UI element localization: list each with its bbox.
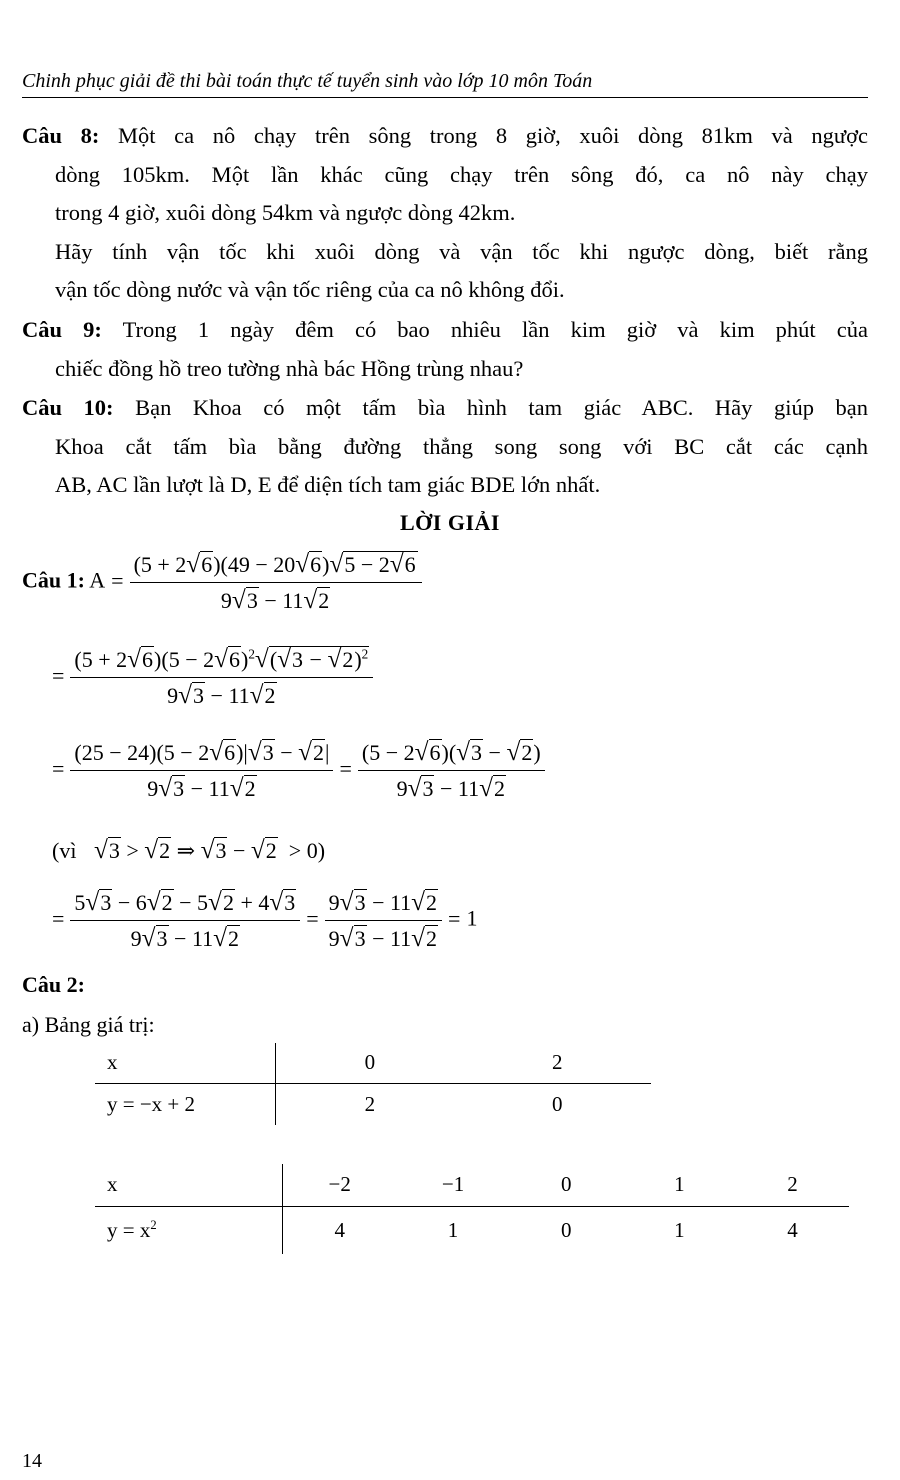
- question-8-line-2: dòng 105km. Một lần khác cũng chạy trên sông đó, ca nô này chạy: [55, 161, 868, 187]
- value-table-linear: [95, 1043, 651, 1125]
- cau1-step-3: = $\frac{(25 - 24)(5 - 2√6)|√3 - √2|}{9√3 - 11√2}$ = $\frac{(5 - 2√6)(√3 - √2)}{9√3 - 11√2}$: [52, 738, 545, 803]
- question-8-line-3: trong 4 giờ, xuôi dòng 54km và ngược dòng 42km.: [55, 200, 516, 225]
- question-8-line-4: Hãy tính vận tốc khi xuôi dòng và vận tốc khi ngược dòng, biết rằng: [55, 238, 868, 264]
- table2-y-label: [95, 1206, 283, 1254]
- cau1-fraction-6: $\frac{9√3 - 11√2}{9√3 - 11√2}$: [325, 888, 442, 953]
- question-10: [22, 389, 868, 505]
- question-8: [22, 117, 868, 310]
- solution-title: LỜI GIẢI: [400, 510, 500, 535]
- table1-x-1: 2: [464, 1043, 651, 1083]
- value-table-parabola: [95, 1164, 849, 1254]
- cau1-step-2: = $\frac{(5 + 2√6)(5 - 2√6)^2√(√3 - √2)^2}{9√3 - 11√2}$: [52, 645, 373, 710]
- question-10-line-1: Bạn Khoa có một tấm bìa hình tam giác ABC. Hãy giúp bạn: [135, 395, 869, 420]
- table1-x-0: 0: [276, 1043, 464, 1083]
- question-9: [22, 311, 868, 388]
- cau1-step-1: Câu 1: A = $\frac{(5 + 2√6)(49 - 20√6)√5 - 2√6}{9√3 - 11√2}$: [22, 550, 422, 615]
- table1-y-label: y = −x + 2: [95, 1083, 276, 1125]
- table2-x-label: x: [95, 1164, 283, 1206]
- table2-x-4: 2: [736, 1164, 849, 1206]
- cau1-step-4: = $\frac{5√3 - 6√2 - 5√2 + 4√3}{9√3 - 11√2}$ = $\frac{9√3 - 11√2}{9√3 - 11√2}$ = 1: [52, 888, 478, 952]
- question-10-label: Câu 10:: [22, 395, 114, 420]
- table1-y-0: 2: [364, 1091, 376, 1116]
- question-8-line-1: Một ca nô chạy trên sông trong 8 giờ, xuôi dòng 81km và ngược: [118, 123, 869, 148]
- question-10-line-3: AB, AC lần lượt là D, E để diện tích tam giác BDE lớn nhất.: [55, 472, 601, 497]
- table2-x-2: 0: [510, 1164, 623, 1206]
- question-8-label: Câu 8:: [22, 123, 100, 148]
- cau1-fraction-5: $\frac{5√3 - 6√2 - 5√2 + 4√3}{9√3 - 11√2}$: [70, 888, 300, 953]
- header-rule: [22, 97, 868, 98]
- question-10-line-2: Khoa cắt tấm bìa bằng đường thẳng song song với BC cắt các cạnh: [55, 433, 868, 459]
- cau1-result: 1: [466, 905, 478, 931]
- question-9-line-1: Trong 1 ngày đêm có bao nhiêu lần kim giờ và kim phút của: [122, 317, 869, 342]
- cau2-part-a: a) Bảng giá trị:: [22, 1012, 155, 1037]
- page-number: 14: [22, 1450, 42, 1472]
- table2-y-4: 4: [787, 1217, 798, 1242]
- cau2-label: Câu 2:: [22, 972, 85, 997]
- table2-y-label-text: y = x: [107, 1217, 151, 1242]
- table2-y-0: 4: [334, 1217, 345, 1242]
- question-9-label: Câu 9:: [22, 317, 102, 342]
- question-8-line-5: vận tốc dòng nước và vận tốc riêng của ca nô không đổi.: [55, 277, 565, 302]
- table1-x-label: x: [95, 1043, 276, 1083]
- table1-y-1: 0: [552, 1091, 563, 1116]
- cau1-note: (vì √3 > √2 ⇒ √3 − √2 > 0): [52, 836, 326, 864]
- cau1-note-prefix: (vì: [52, 838, 77, 863]
- table2-y-2: 0: [560, 1217, 572, 1242]
- cau1-fraction-1: $\frac{(5 + 2√6)(49 - 20√6)√5 - 2√6}{9√3 - 11√2}$: [130, 550, 422, 615]
- table2-x-3: 1: [623, 1164, 736, 1206]
- table2-x-1: −1: [396, 1164, 509, 1206]
- cau1-fraction-2: $\frac{(5 + 2√6)(5 - 2√6)^2√(√3 - √2)^2}{9√3 - 11√2}$: [70, 645, 373, 710]
- cau1-fraction-4: $\frac{(5 - 2√6)(√3 - √2)}{9√3 - 11√2}$: [358, 738, 545, 803]
- table2-y-1: 1: [447, 1217, 459, 1242]
- table2-x-0: −2: [283, 1164, 397, 1206]
- running-header: Chinh phục giải đề thi bài toán thực tế tuyển sinh vào lớp 10 môn Toán: [22, 70, 593, 92]
- cau1-fraction-3: $\frac{(25 - 24)(5 - 2√6)|√3 - √2|}{9√3 - 11√2}$: [70, 738, 333, 803]
- question-9-line-2: chiếc đồng hồ treo tường nhà bác Hồng trùng nhau?: [55, 355, 524, 381]
- table2-y-3: 1: [674, 1217, 685, 1242]
- cau1-label: Câu 1:: [22, 567, 85, 593]
- table2-y-exponent: 2: [150, 1217, 157, 1232]
